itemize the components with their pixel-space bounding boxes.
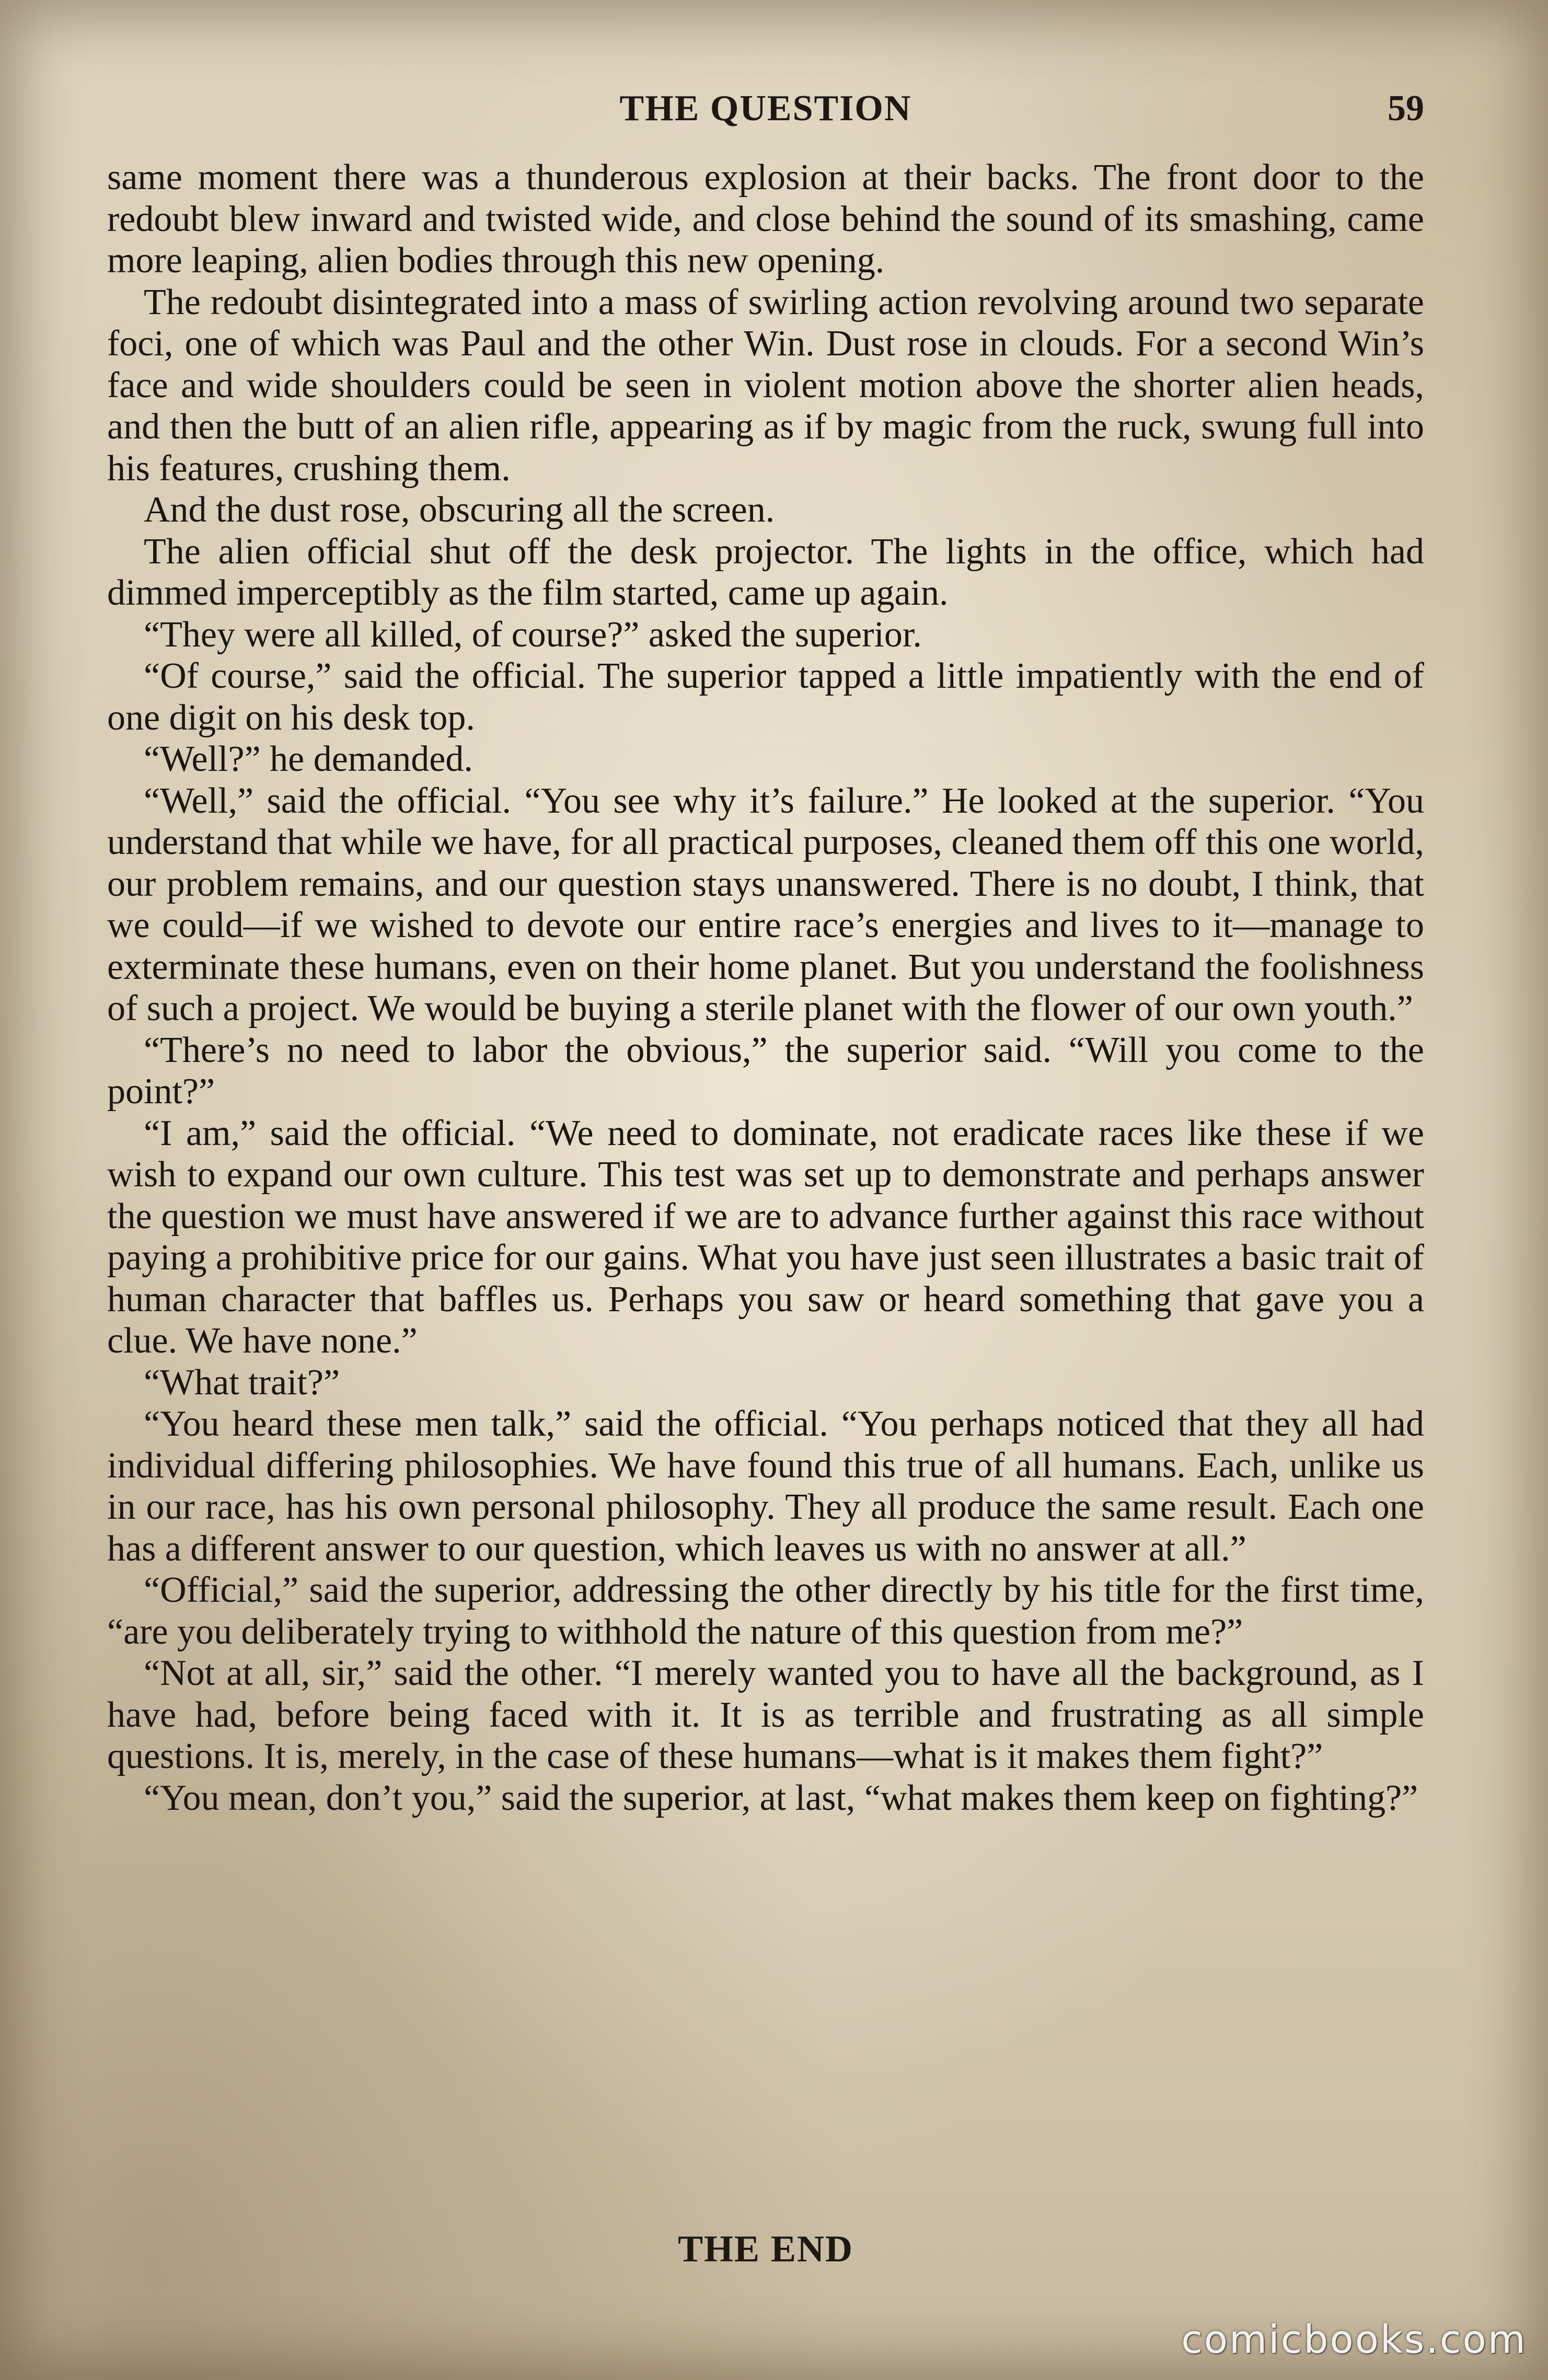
paragraph: “They were all killed, of course?” asked the superior. <box>144 614 922 655</box>
running-title: THE QUESTION <box>619 88 912 129</box>
paragraph: “Of course,” said the official. The superior tapped a little impatiently with the end of one digit on his desk top. <box>107 656 1424 738</box>
paragraph: “Not at all, sir,” said the other. “I merely wanted you to have all the background, as I have had, before being faced with it. It is as terrible and frustrating as all simple questions. It is, merely, in the case of these humans—what is it makes them fight?” <box>107 1653 1424 1776</box>
paragraph: “What trait?” <box>144 1362 340 1403</box>
the-end-label: THE END <box>677 2228 854 2270</box>
site-watermark: comicbooks.com <box>1181 2317 1527 2362</box>
page-number: 59 <box>1388 88 1424 129</box>
story-text <box>107 157 1424 1819</box>
paragraph: The redoubt disintegrated into a mass of swirling action revolving around two separate foci, one of which was Paul and the other Win. Dust rose in clouds. For a second Win’s face and wide shoulders could be seen in violent motion above the shorter alien heads, and then the butt of an alien rifle, appearing as if by magic from the ruck, swung full into his features, crushing them. <box>107 282 1424 489</box>
paragraph: The alien official shut off the desk projector. The lights in the office, which had dimmed imperceptibly as the film started, came up again. <box>107 531 1424 613</box>
paragraph: “There’s no need to labor the obvious,” the superior said. “Will you come to the point?” <box>107 1030 1424 1112</box>
paragraph: same moment there was a thunderous explosion at their backs. The front door to the redoubt blew inward and twisted wide, and close behind the sound of its smashing, came more leaping, alien bodies through this new opening. <box>107 157 1424 281</box>
paragraph: “Well,” said the official. “You see why it’s failure.” He looked at the superior. “You understand that while we have, for all practical purposes, cleaned them off this one world, our problem remains, and our question stays unanswered. There is no doubt, I think, that we could—if we wished to devote our entire race’s energies and lives to it—manage to exterminate these humans, even on their home planet. But you understand the foolishness of such a project. We would be buying a sterile planet with the flower of our own youth.” <box>107 780 1424 1029</box>
paragraph: “You mean, don’t you,” said the superior, at last, “what makes them keep on fighting?” <box>144 1777 1418 1818</box>
paragraph: “Official,” said the superior, addressing the other directly by his title for the first time, “are you deliberately trying to withhold the nature of this question from me?” <box>107 1570 1424 1652</box>
page-header <box>107 88 1424 135</box>
paragraph: “You heard these men talk,” said the official. “You perhaps noticed that they all had individual differing philosophies. We have found this true of all humans. Each, unlike us in our race, has his own personal philosophy. They all produce the same result. Each one has a different answer to our question, which leaves us with no answer at all.” <box>107 1404 1424 1569</box>
paragraph: “I am,” said the official. “We need to dominate, not eradicate races like these if we wish to expand our own culture. This test was set up to demonstrate and perhaps answer the question we must have answered if we are to advance further against this race without paying a prohibitive price for our gains. What you have just seen illustrates a basic trait of human character that baffles us. Perhaps you saw or heard something that gave you a clue. We have none.” <box>107 1113 1424 1361</box>
paragraph: And the dust rose, obscuring all the screen. <box>144 490 775 530</box>
paragraph: “Well?” he demanded. <box>144 739 473 779</box>
